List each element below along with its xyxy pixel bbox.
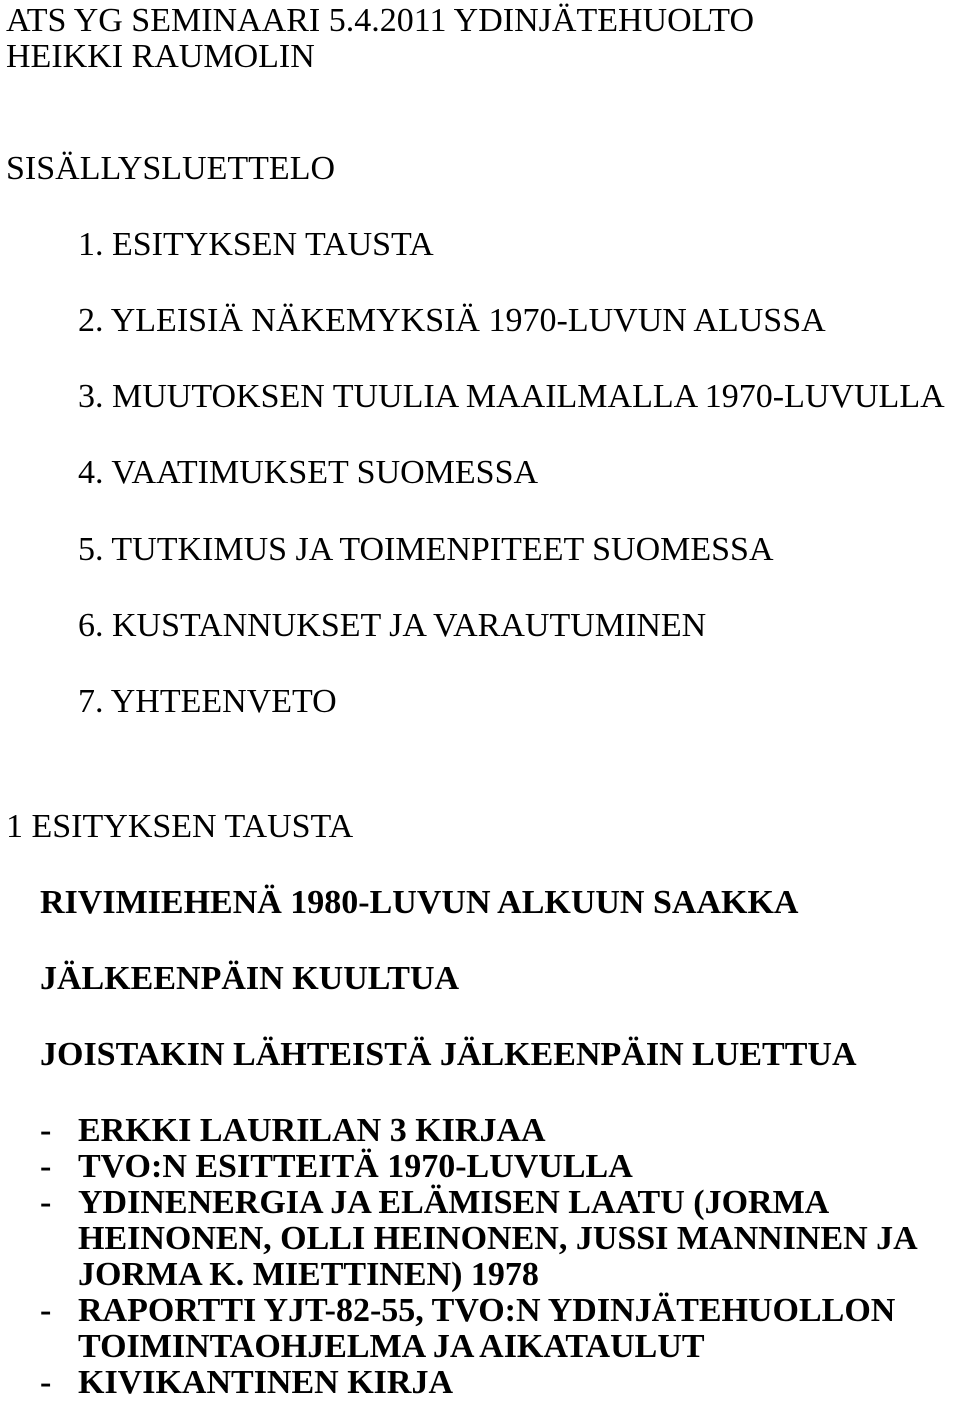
bullet-text: RAPORTTI YJT-82-55, TVO:N YDINJÄTEHUOLLON [78,1292,896,1329]
bullet-text: JORMA K. MIETTINEN) 1978 [78,1256,539,1293]
toc-item: 2. YLEISIÄ NÄKEMYKSIÄ 1970-LUVUN ALUSSA [78,302,826,339]
bullet-text: TVO:N ESITTEITÄ 1970-LUVULLA [78,1148,633,1185]
bullet-dash: - [40,1364,52,1401]
section-paragraph: RIVIMIEHENÄ 1980-LUVUN ALKUUN SAAKKA [40,884,799,921]
header-title: ATS YG SEMINAARI 5.4.2011 YDINJÄTEHUOLTO [6,2,754,39]
bullet-text: YDINENERGIA JA ELÄMISEN LAATU (JORMA [78,1184,830,1221]
bullet-dash: - [40,1292,52,1329]
header-author: HEIKKI RAUMOLIN [6,38,315,75]
toc-item: 4. VAATIMUKSET SUOMESSA [78,454,539,491]
section-heading: 1 ESITYKSEN TAUSTA [6,808,354,845]
toc-title: SISÄLLYSLUETTELO [6,150,336,187]
toc-item: 3. MUUTOKSEN TUULIA MAAILMALLA 1970-LUVULLA [78,378,945,415]
bullet-dash: - [40,1184,52,1221]
section-paragraph: JOISTAKIN LÄHTEISTÄ JÄLKEENPÄIN LUETTUA [40,1036,857,1073]
bullet-text: ERKKI LAURILAN 3 KIRJAA [78,1112,546,1149]
bullet-text: TOIMINTAOHJELMA JA AIKATAULUT [78,1328,705,1365]
section-paragraph: JÄLKEENPÄIN KUULTUA [40,960,460,997]
toc-item: 6. KUSTANNUKSET JA VARAUTUMINEN [78,607,707,644]
toc-item: 1. ESITYKSEN TAUSTA [78,226,434,263]
bullet-dash: - [40,1148,52,1185]
bullet-text: HEINONEN, OLLI HEINONEN, JUSSI MANNINEN JA [78,1220,918,1257]
toc-item: 7. YHTEENVETO [78,683,337,720]
bullet-dash: - [40,1112,52,1149]
bullet-text: KIVIKANTINEN KIRJA [78,1364,453,1401]
toc-item: 5. TUTKIMUS JA TOIMENPITEET SUOMESSA [78,531,774,568]
